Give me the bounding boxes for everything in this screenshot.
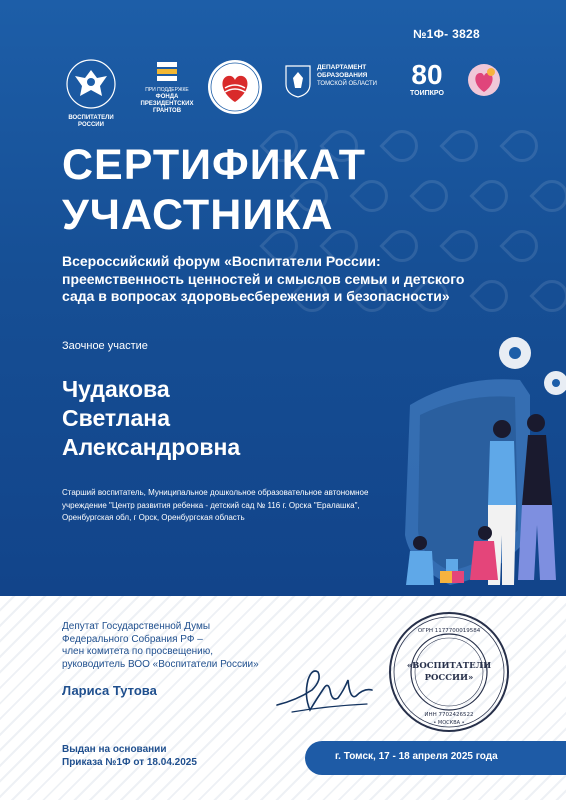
toipkro-logo <box>402 60 452 97</box>
dept-line3: ТОМСКОЙ ОБЛАСТИ <box>317 81 377 87</box>
basis-line1: Выдан на основании <box>62 744 167 755</box>
coat-of-arms-icon <box>283 64 313 98</box>
stamp-center-line1: «ВОСПИТАТЕЛИ <box>406 661 492 671</box>
surname: Чудакова <box>62 376 170 402</box>
grant-logo-line3: ПРЕЗИДЕНТСКИХ <box>140 101 194 107</box>
participant-position: Старший воспитатель, Муниципальное дошкольное образовательное автономное учреждение "Центр развития ребенка - детский сад № 116 г. Орска "Ералашка", Оренбургская обл, г Орск, Оренбургская область <box>62 488 369 522</box>
title-line2: УЧАСТНИКА <box>62 191 334 239</box>
signer-title-line3: член комитета по просвещению, <box>62 646 214 657</box>
flower-heart-logo <box>464 62 504 103</box>
signer-title-line1: Депутат Государственной Думы <box>62 621 211 632</box>
dept-line2: ОБРАЗОВАНИЯ <box>317 72 368 79</box>
participation-type: Заочное участие <box>62 340 148 352</box>
stamp-ogrn: ОГРН 1177700019584 <box>417 628 481 634</box>
participant-name <box>62 375 240 462</box>
signer-title <box>62 621 259 671</box>
grant-logo-line1: ПРИ ПОДДЕРЖКЕ <box>145 87 189 93</box>
vospitateli-rossii-logo <box>62 58 120 129</box>
flower-logo-icon <box>464 62 504 98</box>
stamp-city: • МОСКВА • <box>433 720 465 726</box>
stamp-center-line2: РОССИИ» <box>424 673 474 683</box>
signer-title-line4: руководитель ВОО «Воспитатели России» <box>62 658 259 670</box>
certificate-title <box>62 140 366 240</box>
signer-name: Лариса Тутова <box>62 683 157 698</box>
grant-fund-icon <box>155 60 179 82</box>
issue-basis <box>62 743 197 769</box>
round-heart-logo <box>205 58 265 121</box>
event-date-place: г. Томск, 17 - 18 апреля 2025 года <box>335 751 498 762</box>
handwritten-signature <box>272 660 382 720</box>
toipkro-anniversary: 80 <box>411 59 443 90</box>
toipkro-label: ТОИПКРО <box>410 90 444 97</box>
forum-description: Всероссийский форум «Воспитатели России: преемственность ценностей и смыслов семьи и детского сада в вопросах здоровьесбережения и безопасности» <box>62 253 465 304</box>
dept-line1: ДЕПАРТАМЕНТ <box>317 64 367 71</box>
stamp-inn: ИНН 7702426522 <box>424 712 474 718</box>
official-stamp <box>387 610 511 734</box>
title-line1: СЕРТИФИКАТ <box>62 141 367 189</box>
signer-title-line2: Федерального Собрания РФ – <box>62 633 203 645</box>
basis-order: Приказа №1Ф от 18.04.2025 <box>62 757 197 768</box>
vospitateli-logo-label: ВОСПИТАТЕЛИ РОССИИ <box>68 115 114 128</box>
grant-logo-line2: ФОНДА <box>155 94 179 100</box>
presidential-grants-logo <box>132 60 202 115</box>
grant-logo-line4: ГРАНТОВ <box>152 108 182 114</box>
heart-emblem-icon <box>205 58 265 116</box>
certificate-number: №1Ф- 3828 <box>412 27 480 41</box>
partner-logos <box>62 58 496 128</box>
first-name: Светлана <box>62 405 170 431</box>
family-shield-illustration <box>390 335 566 596</box>
eagle-emblem-icon <box>62 58 120 110</box>
education-department-logo <box>283 64 393 98</box>
patronymic: Александровна <box>62 434 241 460</box>
